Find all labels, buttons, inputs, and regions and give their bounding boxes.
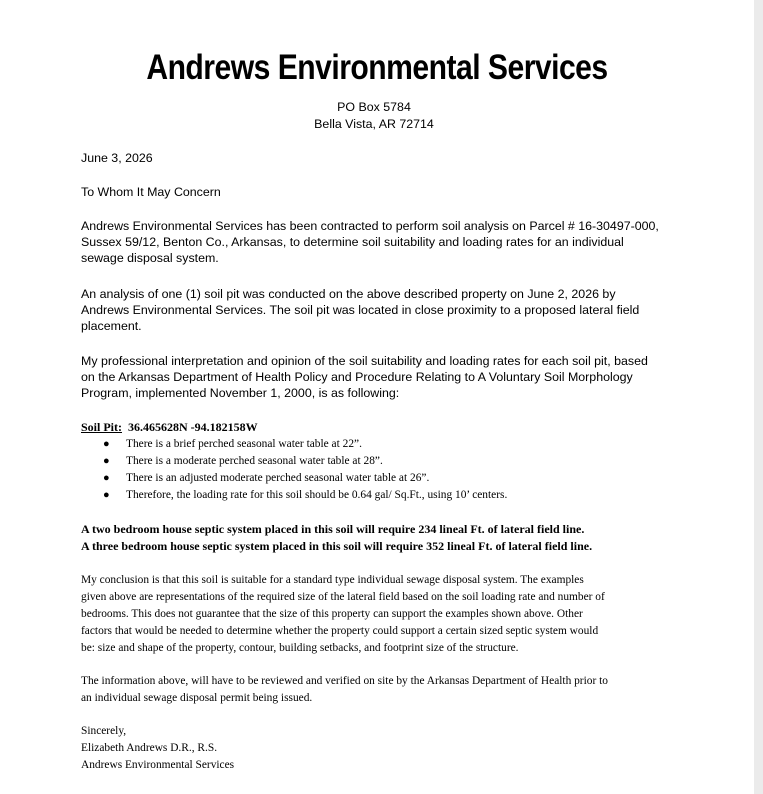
soil-pit-label: Soil Pit: <box>81 420 122 434</box>
text-line: Andrews Environmental Services. The soil pit was located in close proximity to a proposed lateral field <box>81 303 640 317</box>
paragraph-conclusion <box>81 572 671 657</box>
text-line: Program, implemented November 1, 2000, is as following: <box>81 386 400 400</box>
signer-name: Elizabeth Andrews D.R., R.S. <box>81 742 218 754</box>
text-line: bedrooms. This does not guarantee that the size of this property can support the examples shown above. Other <box>81 608 583 620</box>
list-item: ● Therefore, the loading rate for this soil should be 0.64 gal/ Sq.Ft., using 10’ centers. <box>81 487 681 504</box>
paragraph-interpretation <box>81 353 681 401</box>
list-item: ● There is a moderate perched seasonal water table at 28”. <box>81 453 681 470</box>
soil-findings-list <box>81 436 681 504</box>
list-item: ● There is an adjusted moderate perched seasonal water table at 26”. <box>81 470 681 487</box>
text-line: An analysis of one (1) soil pit was conducted on the above described property on June 2, 2026 by <box>81 287 616 301</box>
address-line-1: PO Box 5784 <box>337 100 411 114</box>
signature-block <box>81 723 671 774</box>
bullet-icon: ● <box>103 489 110 501</box>
requirement-two-bedroom: A two bedroom house septic system placed in this soil will require 234 lineal Ft. of lateral field line. <box>81 522 585 536</box>
soil-pit-coordinates: 36.465628N -94.182158W <box>128 420 258 434</box>
paragraph-analysis <box>81 286 681 334</box>
bullet-icon: ● <box>103 455 110 467</box>
text-line: factors that would be needed to determine whether the property could support a certain sized septic system would <box>81 625 599 637</box>
bullet-icon: ● <box>103 472 110 484</box>
text-line: sewage disposal system. <box>81 251 219 265</box>
closing: Sincerely, <box>81 725 127 737</box>
text-line: Sussex 59/12, Benton Co., Arkansas, to determine soil suitability and loading rates for an individual <box>81 235 624 249</box>
requirement-three-bedroom: A three bedroom house septic system placed in this soil will require 352 lineal Ft. of lateral field line. <box>81 539 593 553</box>
soil-pit-heading <box>81 419 258 436</box>
text-line: an individual sewage disposal permit being issued. <box>81 692 313 704</box>
text-line: on the Arkansas Department of Health Policy and Procedure Relating to A Voluntary Soil Morphology <box>81 370 633 384</box>
text-line: given above are representations of the required size of the lateral field based on the soil loading rate and number of <box>81 591 605 603</box>
text-line: The information above, will have to be reviewed and verified on site by the Arkansas Department of Health prior to <box>81 675 608 687</box>
scrollbar-gutter[interactable] <box>754 0 763 794</box>
text-line: Andrews Environmental Services has been contracted to perform soil analysis on Parcel # 16-30497-000, <box>81 219 659 233</box>
paragraph-verification <box>81 673 671 707</box>
bullet-icon: ● <box>103 438 110 450</box>
text-line: My conclusion is that this soil is suitable for a standard type individual sewage disposal system. The examples <box>81 574 584 586</box>
text-line: placement. <box>81 319 142 333</box>
letter-date: June 3, 2026 <box>81 151 153 165</box>
company-name: Andrews Environmental Services <box>146 48 608 87</box>
text-line: be: size and shape of the property, contour, building setbacks, and footprint size of the structure. <box>81 642 519 654</box>
salutation: To Whom It May Concern <box>81 185 221 199</box>
text-line: My professional interpretation and opinion of the soil suitability and loading rates for each soil pit, based <box>81 354 648 368</box>
signer-company: Andrews Environmental Services <box>81 759 235 771</box>
address-line-2: Bella Vista, AR 72714 <box>314 117 434 131</box>
list-item: ● There is a brief perched seasonal water table at 22”. <box>81 436 681 453</box>
paragraph-contract <box>81 218 681 266</box>
